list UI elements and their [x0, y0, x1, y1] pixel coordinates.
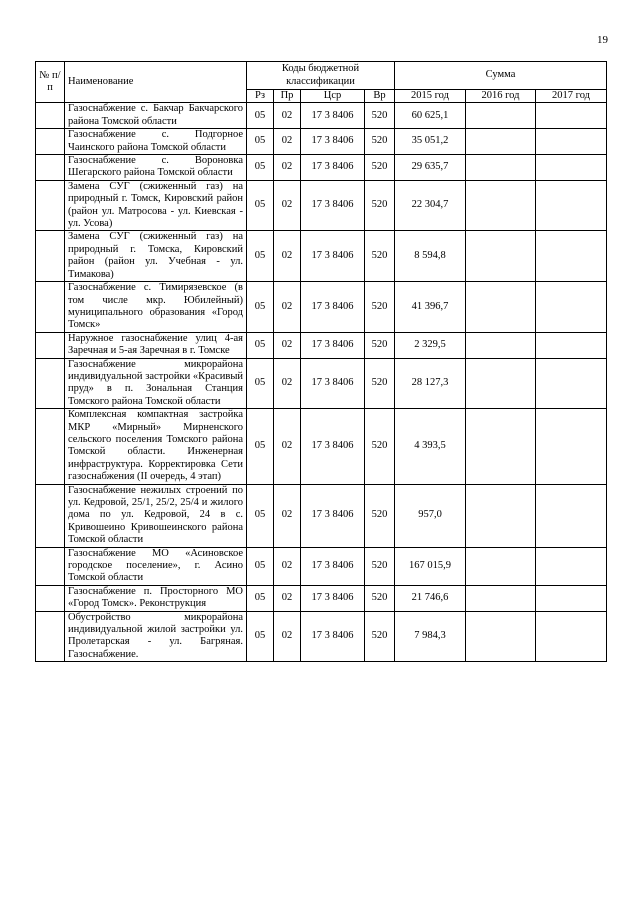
row-sum-2015: 22 304,7 [395, 180, 466, 231]
table-row [36, 484, 607, 547]
row-vr: 520 [365, 585, 395, 611]
row-csr: 17 3 8406 [301, 103, 365, 129]
table-row [36, 282, 607, 333]
row-csr: 17 3 8406 [301, 231, 365, 282]
row-rz: 05 [247, 547, 274, 585]
row-sum-2017 [536, 611, 607, 662]
header-name: Наименование [65, 62, 247, 103]
row-sum-2015: 4 393,5 [395, 409, 466, 484]
table-row [36, 547, 607, 585]
row-csr: 17 3 8406 [301, 611, 365, 662]
row-sum-2015: 35 051,2 [395, 129, 466, 155]
row-sum-2017 [536, 155, 607, 181]
row-num [36, 484, 65, 547]
row-sum-2017 [536, 585, 607, 611]
row-pr: 02 [274, 332, 301, 358]
row-name: Замена СУГ (сжиженный газ) на природный г. Томска, Кировский район (район ул. Учебная - ул. Тимакова) [65, 231, 247, 282]
row-rz: 05 [247, 180, 274, 231]
row-num [36, 358, 65, 409]
row-sum-2017 [536, 129, 607, 155]
row-sum-2017 [536, 282, 607, 333]
row-name: Замена СУГ (сжиженный газ) на природный г. Томск, Кировский район (район ул. Матросова - ул. Киевская - ул. Усова) [65, 180, 247, 231]
header-sum: Сумма [395, 62, 607, 90]
table-row [36, 409, 607, 484]
row-sum-2015: 8 594,8 [395, 231, 466, 282]
row-num [36, 155, 65, 181]
row-num [36, 129, 65, 155]
row-csr: 17 3 8406 [301, 155, 365, 181]
row-sum-2016 [466, 180, 536, 231]
row-pr: 02 [274, 129, 301, 155]
row-sum-2015: 167 015,9 [395, 547, 466, 585]
row-vr: 520 [365, 611, 395, 662]
row-name: Газоснабжение микрорайона индивидуальной застройки «Красивый пруд» в п. Зональная Станция Томского района Томской области [65, 358, 247, 409]
header-year-2017: 2017 год [536, 90, 607, 103]
row-name: Газоснабжение МО «Асиновское городское поселение», г. Асино Томской области [65, 547, 247, 585]
row-rz: 05 [247, 358, 274, 409]
table-row [36, 332, 607, 358]
page-number: 19 [597, 34, 608, 46]
row-name: Комплексная компактная застройка МКР «Мирный» Мирненского сельского поселения Томского района Томской области. Инженерная инфраструктура. Корректировка Сети газоснабжения (II очередь, 4 этап) [65, 409, 247, 484]
row-rz: 05 [247, 155, 274, 181]
row-name: Газоснабжение с. Вороновка Шегарского района Томской области [65, 155, 247, 181]
table-row [36, 129, 607, 155]
row-rz: 05 [247, 332, 274, 358]
budget-table [35, 61, 607, 662]
row-sum-2015: 2 329,5 [395, 332, 466, 358]
row-num [36, 585, 65, 611]
row-pr: 02 [274, 585, 301, 611]
row-name: Газоснабжение с. Бакчар Бакчарского района Томской области [65, 103, 247, 129]
row-sum-2016 [466, 409, 536, 484]
row-rz: 05 [247, 282, 274, 333]
row-sum-2016 [466, 484, 536, 547]
row-rz: 05 [247, 484, 274, 547]
row-sum-2016 [466, 332, 536, 358]
row-sum-2015: 21 746,6 [395, 585, 466, 611]
row-sum-2017 [536, 409, 607, 484]
row-name: Обустройство микрорайона индивидуальной жилой застройки ул. Пролетарская - ул. Багряная. Газоснабжение. [65, 611, 247, 662]
table-row [36, 358, 607, 409]
row-vr: 520 [365, 180, 395, 231]
row-pr: 02 [274, 103, 301, 129]
row-rz: 05 [247, 231, 274, 282]
table-row [36, 103, 607, 129]
row-sum-2016 [466, 358, 536, 409]
row-pr: 02 [274, 547, 301, 585]
row-sum-2015: 29 635,7 [395, 155, 466, 181]
row-num [36, 409, 65, 484]
row-sum-2016 [466, 155, 536, 181]
row-sum-2015: 7 984,3 [395, 611, 466, 662]
row-sum-2017 [536, 484, 607, 547]
header-year-2016: 2016 год [466, 90, 536, 103]
row-rz: 05 [247, 585, 274, 611]
row-vr: 520 [365, 484, 395, 547]
row-csr: 17 3 8406 [301, 332, 365, 358]
row-name: Газоснабжение с. Тимирязевское (в том числе мкр. Юбилейный) муниципального образования «Город Томск» [65, 282, 247, 333]
header-rz: Рз [247, 90, 274, 103]
row-vr: 520 [365, 103, 395, 129]
row-rz: 05 [247, 611, 274, 662]
row-sum-2016 [466, 103, 536, 129]
table-row [36, 585, 607, 611]
row-sum-2016 [466, 282, 536, 333]
row-csr: 17 3 8406 [301, 129, 365, 155]
row-csr: 17 3 8406 [301, 484, 365, 547]
row-sum-2015: 60 625,1 [395, 103, 466, 129]
row-csr: 17 3 8406 [301, 409, 365, 484]
row-num [36, 103, 65, 129]
row-vr: 520 [365, 358, 395, 409]
table-row [36, 155, 607, 181]
row-sum-2017 [536, 180, 607, 231]
row-pr: 02 [274, 282, 301, 333]
row-vr: 520 [365, 129, 395, 155]
row-num [36, 282, 65, 333]
row-sum-2016 [466, 611, 536, 662]
row-rz: 05 [247, 409, 274, 484]
header-csr: Цср [301, 90, 365, 103]
header-codes: Коды бюджетной классификации [247, 62, 395, 90]
row-sum-2017 [536, 103, 607, 129]
row-csr: 17 3 8406 [301, 180, 365, 231]
header-pr: Пр [274, 90, 301, 103]
row-pr: 02 [274, 484, 301, 547]
row-num [36, 180, 65, 231]
row-sum-2017 [536, 547, 607, 585]
row-num [36, 611, 65, 662]
row-sum-2017 [536, 231, 607, 282]
row-vr: 520 [365, 547, 395, 585]
row-csr: 17 3 8406 [301, 547, 365, 585]
row-pr: 02 [274, 231, 301, 282]
row-name: Газоснабжение нежилых строений по ул. Кедровой, 25/1, 25/2, 25/4 и жилого дома по ул. Кедровой, 24 в с. Кривошеино Кривошеинского района Томской области [65, 484, 247, 547]
row-csr: 17 3 8406 [301, 282, 365, 333]
row-sum-2015: 957,0 [395, 484, 466, 547]
table-row [36, 611, 607, 662]
row-sum-2016 [466, 547, 536, 585]
row-num [36, 332, 65, 358]
table-header [36, 62, 607, 103]
row-rz: 05 [247, 129, 274, 155]
row-num [36, 231, 65, 282]
row-pr: 02 [274, 611, 301, 662]
header-year-2015: 2015 год [395, 90, 466, 103]
table-row [36, 231, 607, 282]
row-pr: 02 [274, 358, 301, 409]
row-csr: 17 3 8406 [301, 585, 365, 611]
row-vr: 520 [365, 282, 395, 333]
row-name: Наружное газоснабжение улиц 4-ая Заречная и 5-ая Заречная в г. Томске [65, 332, 247, 358]
row-name: Газоснабжение с. Подгорное Чаинского района Томской области [65, 129, 247, 155]
row-num [36, 547, 65, 585]
row-pr: 02 [274, 180, 301, 231]
row-vr: 520 [365, 332, 395, 358]
header-num: № п/п [36, 62, 65, 103]
header-vr: Вр [365, 90, 395, 103]
row-vr: 520 [365, 409, 395, 484]
row-sum-2016 [466, 585, 536, 611]
table-body [36, 103, 607, 662]
row-csr: 17 3 8406 [301, 358, 365, 409]
row-sum-2017 [536, 332, 607, 358]
row-pr: 02 [274, 155, 301, 181]
table-row [36, 180, 607, 231]
row-sum-2015: 28 127,3 [395, 358, 466, 409]
row-sum-2016 [466, 129, 536, 155]
row-pr: 02 [274, 409, 301, 484]
row-sum-2016 [466, 231, 536, 282]
row-vr: 520 [365, 155, 395, 181]
row-name: Газоснабжение п. Просторного МО «Город Томск». Реконструкция [65, 585, 247, 611]
row-sum-2015: 41 396,7 [395, 282, 466, 333]
row-vr: 520 [365, 231, 395, 282]
row-rz: 05 [247, 103, 274, 129]
row-sum-2017 [536, 358, 607, 409]
